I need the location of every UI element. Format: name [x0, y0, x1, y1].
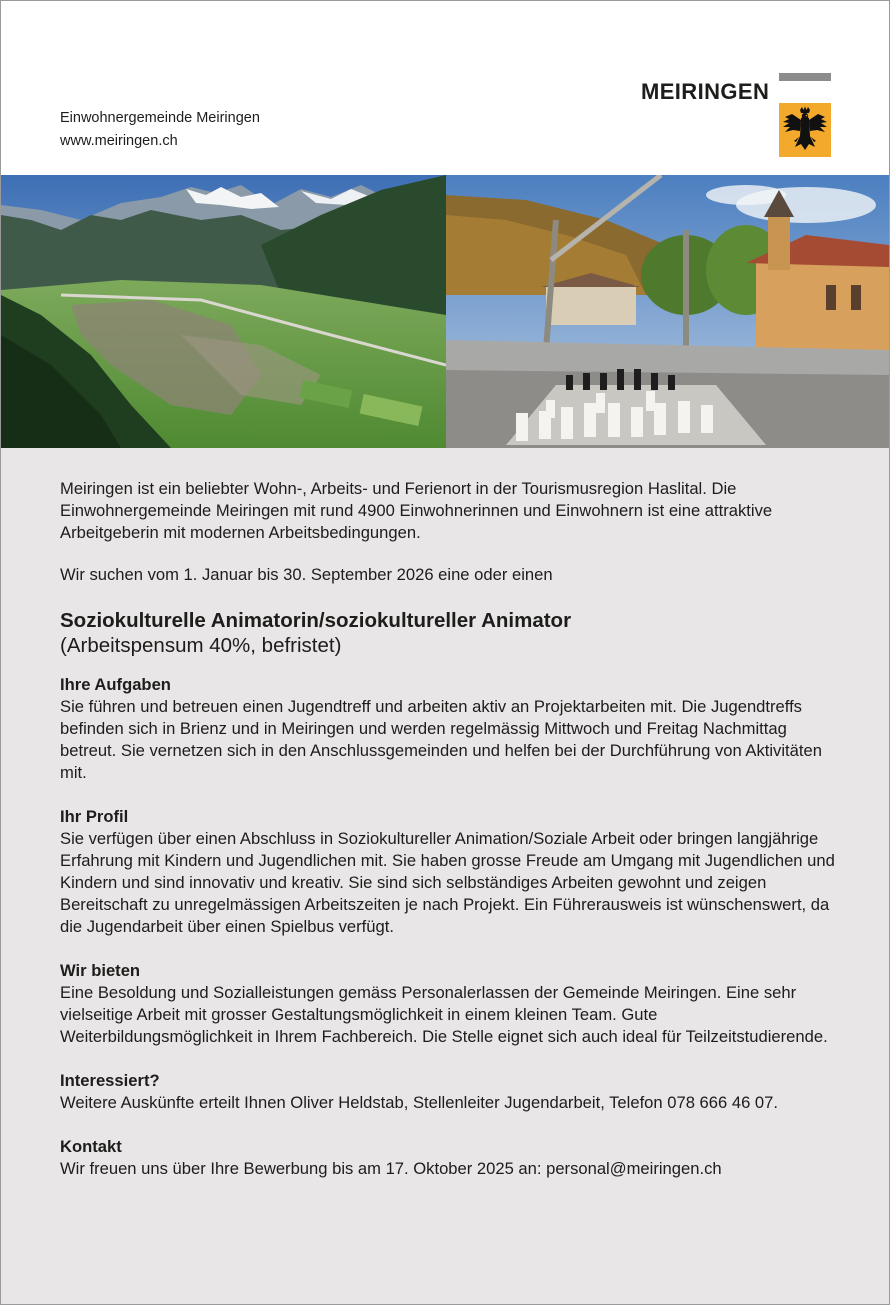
section-heading: Ihre Aufgaben: [60, 675, 171, 694]
job-subtitle: (Arbeitspensum 40%, befristet): [60, 634, 342, 657]
job-title: Soziokulturelle Animatorin/soziokultureller Animator: [60, 609, 572, 632]
section-heading: Kontakt: [60, 1137, 122, 1156]
header: [1, 1, 889, 175]
intro-paragraph: Meiringen ist ein beliebter Wohn-, Arbeits- und Ferienort in der Tourismusregion Haslital. Die Einwohnergemeinde Meiringen mit rund 4900 Einwohnerinnen und Einwohnern ist eine attraktive Arbeitgeberin mit modernen Arbeitsbedingungen.: [60, 479, 773, 542]
section-text: Sie führen und betreuen einen Jugendtreff und arbeiten aktiv an Projektarbeiten mit. Die Jugendtreffs befinden sich in Brienz und in Meiringen und werden regelmässig Mittwoch und Freitag Nachmittag betreut. Sie vernetzen sich in den Anschlussgemeinden und helfen bei der Durchführung von Aktivitäten mit.: [60, 697, 822, 782]
section-heading: Ihr Profil: [60, 807, 129, 826]
logo-text: MEIRINGEN: [641, 79, 770, 104]
organization-block: [60, 107, 260, 153]
website-link[interactable]: www.meiringen.ch: [60, 133, 178, 149]
village-chess-square-photo: [446, 175, 889, 448]
section-text: Weitere Auskünfte erteilt Ihnen Oliver Heldstab, Stellenleiter Jugendarbeit, Telefon 078 666 46 07.: [60, 1093, 778, 1112]
section-interested: [60, 1070, 835, 1114]
section-heading: Interessiert?: [60, 1071, 160, 1090]
section-text: Eine Besoldung und Sozialleistungen gemäss Personalerlassen der Gemeinde Meiringen. Eine sehr vielseitige Arbeit mit grosser Gestaltungsmöglichkeit in einem kleinen Team. Gute Weiterbildungsmöglichkeit in Ihrem Fachbereich. Die Stelle eignet sich auch ideal für Teilzeitstudierende.: [60, 983, 828, 1046]
section-profile: [60, 806, 835, 938]
section-contact: [60, 1136, 835, 1180]
meiringen-logo: [641, 73, 833, 159]
section-text: Sie verfügen über einen Abschluss in Soziokultureller Animation/Soziale Arbeit oder bringen langjährige Erfahrung mit Kindern und Jugendlichen mit. Sie haben grosse Freude am Umgang mit Jugendlichen und Kindern und sind innovativ und kreativ. Sie sind sich selbständiges Arbeiten gewohnt und zeigen Bereitschaft zu unregelmässigen Arbeitszeiten je nach Projekt. Ein Führerausweis ist wünschenswert, da die Jugendarbeit über einen Spielbus verfügt.: [60, 829, 835, 936]
organization-name: Einwohnergemeinde Meiringen: [60, 110, 260, 126]
content-area: [1, 448, 889, 1304]
section-offer: [60, 960, 835, 1048]
photo-strip: [1, 175, 889, 448]
logo-bar: [779, 73, 831, 81]
coat-of-arms-icon: [779, 103, 831, 157]
ad-text: [60, 478, 835, 1202]
search-sentence: Wir suchen vom 1. Januar bis 30. September 2026 eine oder einen: [60, 565, 553, 584]
section-heading: Wir bieten: [60, 961, 141, 980]
contact-text[interactable]: Wir freuen uns über Ihre Bewerbung bis am 17. Oktober 2025 an: personal@meiringen.ch: [60, 1159, 722, 1178]
aerial-valley-photo: [1, 175, 446, 448]
section-tasks: [60, 674, 835, 784]
